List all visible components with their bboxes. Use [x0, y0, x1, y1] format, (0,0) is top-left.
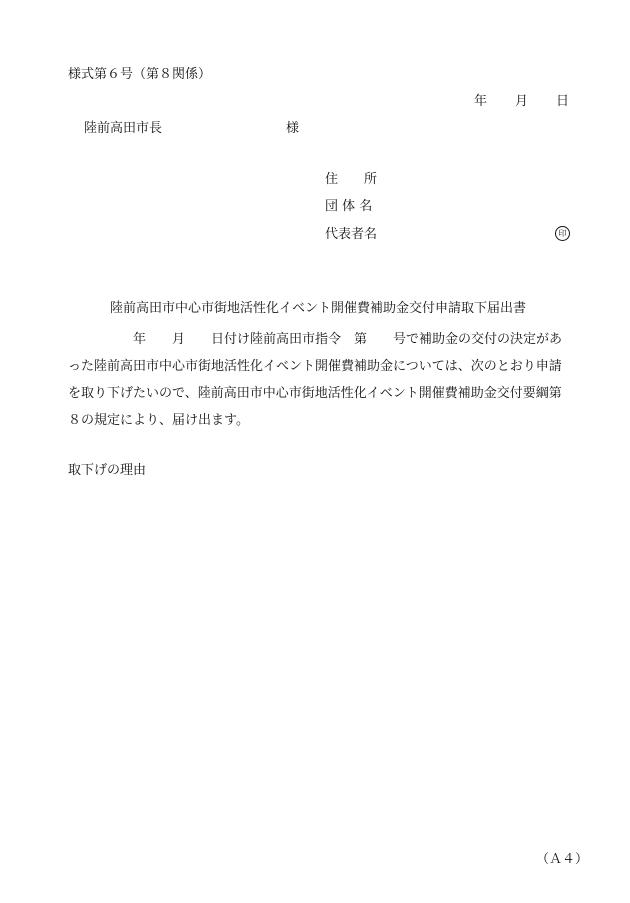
addressee	[84, 120, 300, 138]
addressee-name: 陸前高田市長	[84, 121, 163, 136]
withdrawal-reason-label: 取下げの理由	[68, 463, 147, 478]
body-line: 年 月 日付け陸前高田市指令 第 号で補助金の交付の決定があ	[68, 332, 563, 347]
paper-size-label: （Ａ４）	[536, 852, 589, 867]
seal-mark-icon: 印	[555, 226, 570, 241]
date-month-label: 月	[515, 94, 529, 109]
form-number: 様式第６号（第８関係）	[68, 67, 212, 82]
body-line: を取り下げたいので、陸前高田市中心市街地活性化イベント開催費補助金交付要綱第	[68, 386, 562, 401]
addressee-honorific: 様	[286, 121, 300, 136]
date-line	[474, 93, 569, 111]
applicant-organization-label: 団 体 名	[325, 199, 373, 214]
document-title: 陸前高田市中心市街地活性化イベント開催費補助金交付申請取下届出書	[110, 301, 527, 316]
body-line: ８の規定により、届け出ます。	[68, 413, 249, 428]
body-line: った陸前高田市中心市街地活性化イベント開催費補助金については、次のとおり申請	[68, 359, 562, 374]
date-year-label: 年	[474, 94, 488, 109]
date-day-label: 日	[556, 94, 570, 109]
applicant-address-label: 住 所	[325, 172, 378, 187]
document-body	[68, 326, 580, 434]
applicant-representative-label: 代表者名	[325, 227, 378, 242]
